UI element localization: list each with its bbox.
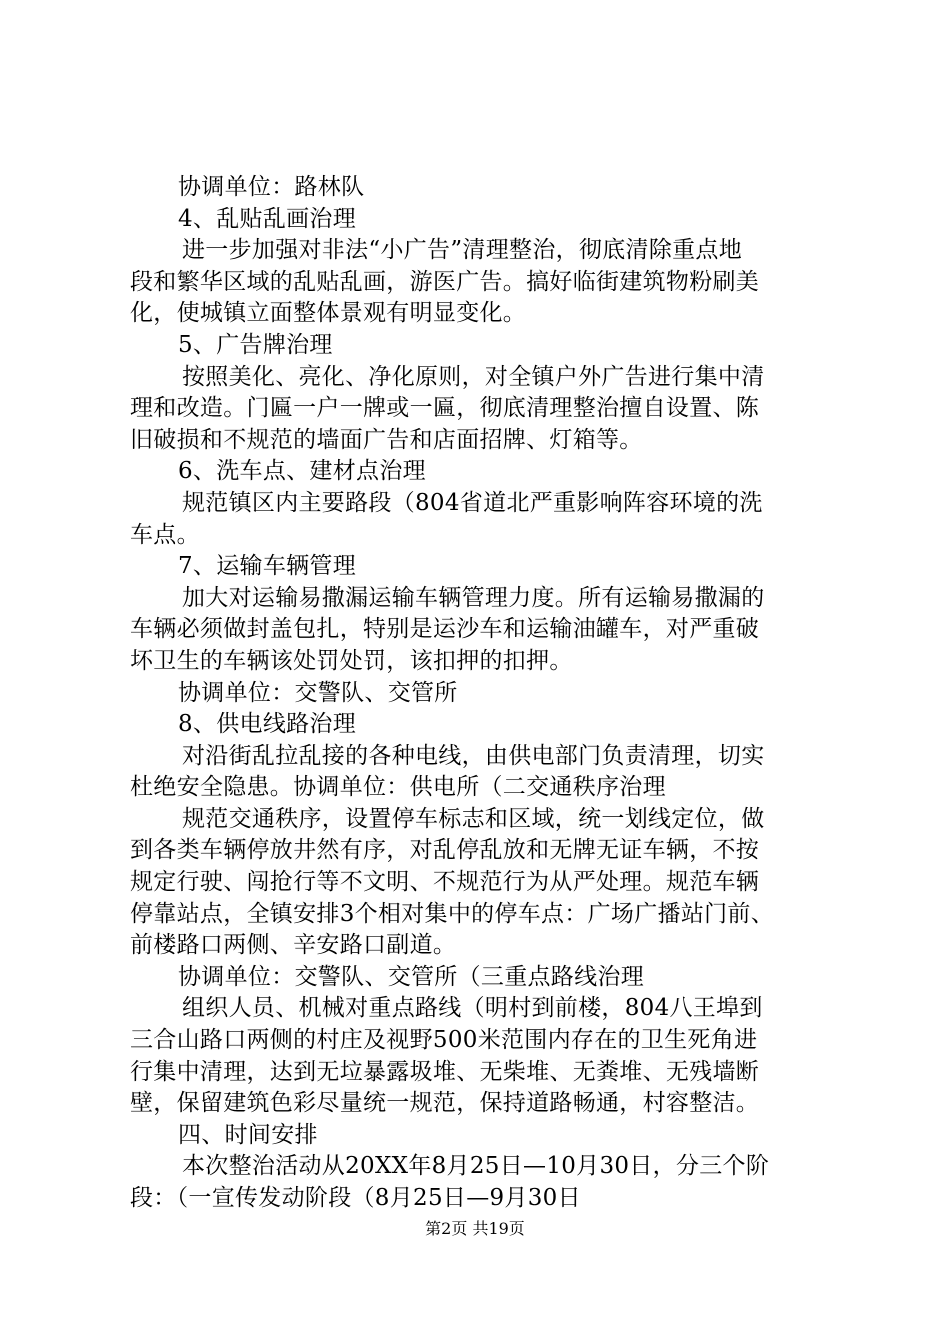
- text-line: 6、洗车点、建材点治理: [178, 458, 426, 485]
- text-line: 车辆必须做封盖包扎，特别是运沙车和运输油罐车，对严重破: [130, 616, 760, 643]
- text-line: 规范交通秩序，设置停车标志和区域，统一划线定位，做: [182, 805, 765, 832]
- text-line: 5、广告牌治理: [178, 331, 333, 358]
- text-line: 7、运输车辆管理: [178, 553, 357, 580]
- text-line: 三合山路口两侧的村庄及视野500米范围内存在的卫生死角进: [130, 1027, 758, 1054]
- text-line: 协调单位：路林队: [178, 174, 365, 200]
- text-line: 四、时间安排: [178, 1121, 318, 1148]
- text-line: 规定行驶、闯抢行等不文明、不规范行为从严处理。规范车辆: [130, 869, 760, 896]
- text-line: 前楼路口两侧、辛安路口副道。: [130, 932, 457, 959]
- text-line: 车点。: [130, 521, 200, 548]
- text-line: 规范镇区内主要路段（804省道北严重影响阵容环境的洗: [182, 489, 763, 516]
- text-line: 进一步加强对非法“小广告”清理整治，彻底清除重点地: [182, 237, 743, 264]
- text-line: 4、乱贴乱画治理: [178, 205, 357, 232]
- text-line: 协调单位：交警队、交管所（三重点路线治理: [178, 963, 644, 990]
- text-line: 段和繁华区域的乱贴乱画，游医广告。搞好临街建筑物粉刷美: [130, 268, 760, 295]
- text-line: 按照美化、亮化、净化原则，对全镇户外广告进行集中清: [182, 363, 765, 390]
- text-line: 加大对运输易撒漏运输车辆管理力度。所有运输易撒漏的: [182, 584, 765, 611]
- text-line: 坏卫生的车辆该处罚处罚，该扣押的扣押。: [130, 647, 573, 674]
- text-line: 化，使城镇立面整体景观有明显变化。: [130, 300, 527, 327]
- text-line: 理和改造。门匾一户一牌或一匾，彻底清理整治擅自设置、陈: [130, 395, 760, 422]
- text-line: 行集中清理，达到无垃暴露圾堆、无柴堆、无粪堆、无残墙断: [130, 1058, 760, 1085]
- text-line: 8、供电线路治理: [178, 711, 357, 738]
- text-line: 对沿街乱拉乱接的各种电线，由供电部门负责清理，切实: [182, 742, 765, 769]
- text-line: 壁，保留建筑色彩尽量统一规范，保持道路畅通，村容整洁。: [130, 1090, 760, 1117]
- text-line: 本次整治活动从20XX年8月25日—10月30日，分三个阶: [182, 1153, 770, 1180]
- text-line: 协调单位：交警队、交管所: [178, 679, 458, 706]
- text-line: 停靠站点，全镇安排3个相对集中的停车点：广场广播站门前、: [130, 900, 775, 927]
- text-line: 到各类车辆停放井然有序，对乱停乱放和无牌无证车辆，不按: [130, 837, 760, 864]
- text-line: 旧破损和不规范的墙面广告和店面招牌、灯箱等。: [130, 426, 643, 453]
- page-footer: 第2页 共19页: [425, 1219, 525, 1238]
- text-line: 杜绝安全隐患。协调单位：供电所（二交通秩序治理: [130, 774, 666, 801]
- text-line: 组织人员、机械对重点路线（明村到前楼，804八王埠到: [182, 995, 763, 1022]
- text-line: 段：（一宣传发动阶段（8月25日—9月30日: [130, 1185, 581, 1211]
- document-body: [130, 172, 830, 1215]
